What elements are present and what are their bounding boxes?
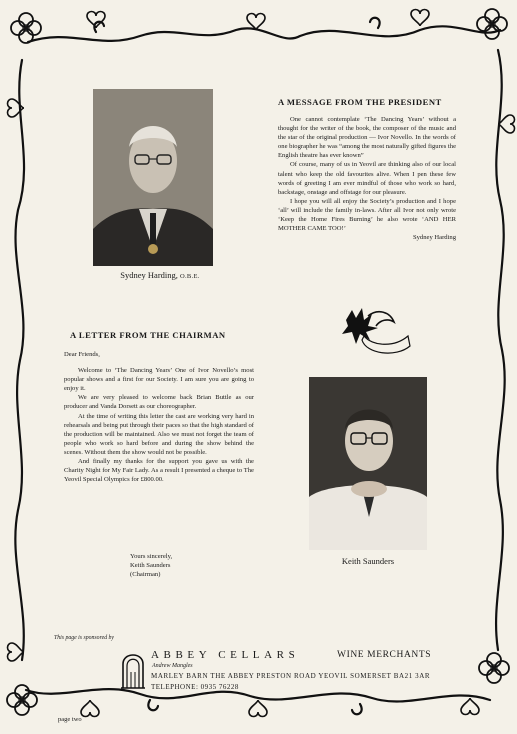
closing-line: (Chairman) bbox=[130, 571, 161, 579]
president-caption-title: O.B.E. bbox=[180, 273, 200, 280]
president-caption bbox=[100, 270, 220, 280]
chairman-letter bbox=[64, 350, 254, 484]
president-paragraph: One cannot contemplate ‘The Dancing Years’ without a thought for the writer of the book, the composer of the music and the star of the original production — Ivor Novello. In the words of one biographer he was “among the most naturally gifted figures the English theatre has ever known” bbox=[278, 116, 456, 160]
chairman-caption: Keith Saunders bbox=[341, 556, 395, 566]
chairman-paragraph: Welcome to ‘The Dancing Years’ One of Ivor Novello’s most popular shows and a first for our Society. I am sure you are going to enjoy it. bbox=[64, 367, 254, 393]
closing-line: Yours sincerely, bbox=[130, 553, 173, 560]
chairman-paragraph: At the time of writing this letter the cast are working very hard in rehearsals and being put through their paces so that the high standard of the production will be maintained. Also we must not forget the team of people who work so hard before and during the show behind the scenes. Without them the show would not be possible. bbox=[64, 412, 254, 456]
sponsor-note: This page is sponsored by bbox=[54, 635, 115, 641]
sponsor-trade: WINE MERCHANTS bbox=[337, 650, 432, 660]
sponsor-name: ABBEY CELLARS bbox=[151, 649, 300, 661]
president-signature: Sydney Harding bbox=[412, 234, 456, 242]
chairman-salutation: Dear Friends, bbox=[64, 351, 100, 358]
society-crest-icon bbox=[338, 306, 418, 364]
sponsor-phone: TELEPHONE: 0935 76228 bbox=[151, 683, 239, 691]
chairman-photo bbox=[309, 377, 427, 550]
page-number: page two bbox=[58, 716, 82, 723]
chairman-heading: A LETTER FROM THE CHAIRMAN bbox=[70, 330, 226, 340]
president-photo bbox=[93, 89, 213, 266]
closing-line: Keith Saunders bbox=[130, 562, 171, 570]
chairman-closing bbox=[130, 552, 172, 579]
president-paragraph: I hope you will all enjoy the Society’s production and I hope ‘all’ will include the family in-laws. After all Ivor not only wrote ‘Keep the Home Fires Burning’ he also wrote ‘AND HER MOTHER CAME TOO!’ bbox=[278, 197, 456, 233]
society-logo bbox=[338, 306, 418, 364]
president-caption-name: Sydney Harding, bbox=[120, 270, 178, 280]
president-heading: A MESSAGE FROM THE PRESIDENT bbox=[278, 97, 442, 107]
chairman-paragraph: We are very pleased to welcome back Brian Buttle as our producer and Vanda Dorsett as our choreographer. bbox=[64, 394, 254, 411]
abbey-arch-icon bbox=[120, 648, 146, 690]
sponsor-address: MARLEY BARN THE ABBEY PRESTON ROAD YEOVIL SOMERSET BA21 3AR bbox=[151, 672, 431, 680]
president-message bbox=[278, 115, 456, 242]
abbey-arch-logo bbox=[120, 648, 146, 690]
sponsor-manager: Andrew Mangles bbox=[152, 663, 193, 669]
chairman-paragraph: And finally my thanks for the support you gave us with the Charity Night for My Fair Lady. As a result I presented a cheque to The Yeovil Special Olympics for £800.00. bbox=[64, 458, 254, 484]
president-paragraph: Of course, many of us in Yeovil are thinking also of our local talent who keep the old favourites alive. When I pen these few words of greeting I am ever mindful of those who work so hard, backstage, onstage and offstage for our pleasure. bbox=[278, 161, 456, 196]
